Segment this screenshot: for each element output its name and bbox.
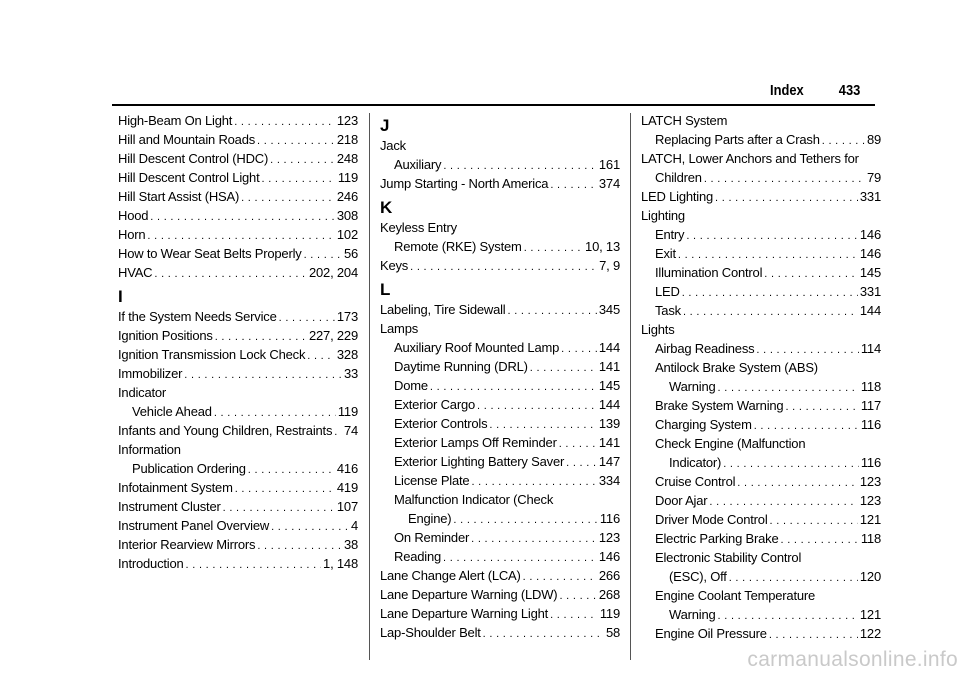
entry-text: (ESC), Off [669,569,727,584]
entry-page-link[interactable]: 144 [859,303,881,318]
index-entry [380,319,620,338]
entry-page-link[interactable]: 161 [598,157,620,172]
index-entry [641,225,881,244]
header-divider [112,104,875,106]
index-entry [380,136,620,155]
dot-leader [756,339,858,358]
index-entry [641,491,881,510]
header-title: Index [770,82,804,99]
entry-page-link[interactable]: 33 [343,366,358,381]
index-entry [641,339,881,358]
entry-page-link[interactable]: 227, 229 [308,328,358,343]
entry-text: Daytime Running (DRL) [394,359,528,374]
dot-leader [186,554,322,573]
index-entry [641,130,881,149]
dot-leader [257,130,335,149]
entry-text: Engine Coolant Temperature [655,588,816,603]
dot-leader [780,529,858,548]
dot-leader [550,174,597,193]
entry-page-link[interactable]: 331 [859,284,881,299]
dot-leader [430,376,597,395]
dot-leader [785,396,858,415]
entry-text: Exterior Lighting Battery Saver [394,454,565,469]
entry-text: Keyless Entry [380,220,457,235]
index-entry [118,554,358,573]
entry-page-link[interactable]: 123 [598,530,620,545]
index-entry [118,149,358,168]
dot-leader [279,307,335,326]
entry-page-link[interactable]: 202, 204 [308,265,358,280]
index-entry [380,218,620,237]
column-divider [369,113,370,660]
dot-leader [150,206,335,225]
entry-page-link[interactable]: 116 [860,417,881,432]
index-entry [641,415,881,434]
entry-page-link[interactable]: 144 [598,397,620,412]
entry-page-link[interactable]: 308 [336,208,358,223]
dot-leader [524,237,583,256]
entry-text: High-Beam On Light [118,113,233,128]
entry-page-link[interactable]: 173 [336,309,358,324]
dot-leader [683,301,858,320]
dot-leader [686,225,858,244]
dot-leader [737,472,858,491]
index-column-3 [641,111,881,643]
index-entry [641,605,881,624]
entry-text: On Reminder [394,530,470,545]
index-entry [380,300,620,319]
dot-leader [304,244,342,263]
entry-page-link[interactable]: 119 [337,404,358,419]
entry-text: LED [655,284,680,299]
entry-page-link[interactable]: 121 [859,512,881,527]
entry-text: Door Ajar [655,493,708,508]
entry-page-link[interactable]: 4 [350,518,358,533]
entry-text: Horn [118,227,146,242]
index-entry [380,490,620,509]
entry-text: Infotainment System [118,480,233,495]
dot-leader [682,282,858,301]
section-letter: L [380,280,391,299]
entry-text: Hill Descent Control Light [118,170,260,185]
index-entry [380,433,620,452]
entry-page-link[interactable]: 145 [598,378,620,393]
index-entry [380,528,620,547]
dot-leader [471,528,597,547]
dot-leader [559,585,596,604]
index-entry [118,263,358,282]
index-entry [641,396,881,415]
entry-text: Immobilizer [118,366,183,381]
column-divider [630,113,631,660]
entry-page-link[interactable]: 145 [859,265,881,280]
dot-leader [257,535,342,554]
dot-leader [223,497,335,516]
dot-leader [234,111,335,130]
entry-page-link[interactable]: 10, 13 [585,239,620,254]
entry-page-link[interactable]: 374 [598,176,620,191]
entry-text: Children [655,170,702,185]
entry-page-link[interactable]: 144 [598,340,620,355]
entry-text: Ignition Transmission Lock Check [118,347,306,362]
entry-page-link[interactable]: 122 [859,626,881,641]
index-entry [641,586,881,605]
index-entry [641,320,881,339]
entry-page-link[interactable]: 38 [343,537,358,552]
entry-text: Brake System Warning [655,398,784,413]
dot-leader [723,453,859,472]
index-entry [641,624,881,643]
entry-page-link[interactable]: 248 [336,151,358,166]
entry-page-link[interactable]: 118 [860,531,881,546]
entry-page-link[interactable]: 123 [859,474,881,489]
entry-page-link[interactable]: 114 [860,341,881,356]
dot-leader [718,377,859,396]
entry-text: Lane Departure Warning (LDW) [380,587,558,602]
dot-leader [235,478,335,497]
entry-text: Cruise Control [655,474,736,489]
index-entry [380,256,620,275]
index-entry [380,395,620,414]
index-entry [118,402,358,421]
index-entry [380,471,620,490]
index-entry [380,547,620,566]
index-entry [641,358,881,377]
entry-page-link[interactable]: 416 [336,461,358,476]
entry-text: Hill Start Assist (HSA) [118,189,240,204]
dot-leader [523,566,597,585]
dot-leader [704,168,865,187]
entry-page-link[interactable]: 123 [859,493,881,508]
entry-text: Illumination Control [655,265,763,280]
entry-text: Dome [394,378,428,393]
entry-page-link[interactable]: 116 [860,455,881,470]
index-entry [380,566,620,585]
entry-text: Lighting [641,208,685,223]
index-entry [380,338,620,357]
entry-text: Malfunction Indicator (Check [394,492,554,507]
entry-text: Instrument Panel Overview [118,518,270,533]
dot-leader [715,187,858,206]
index-entry [118,206,358,225]
dot-leader [214,402,336,421]
entry-text: License Plate [394,473,470,488]
entry-text: Hill Descent Control (HDC) [118,151,269,166]
entry-text: Ignition Positions [118,328,213,343]
entry-page-link[interactable]: 141 [598,435,620,450]
dot-leader [248,459,335,478]
index-entry [641,472,881,491]
dot-leader [270,149,335,168]
entry-page-link[interactable]: 123 [336,113,358,128]
entry-text: Auxiliary [394,157,442,172]
entry-text: Remote (RKE) System [394,239,522,254]
index-entry [118,364,358,383]
index-entry [118,168,358,187]
entry-page-link[interactable]: 89 [866,132,881,147]
entry-text: Lamps [380,321,419,336]
entry-page-link[interactable]: 117 [860,398,881,413]
dot-leader [147,225,335,244]
entry-text: Lane Departure Warning Light [380,606,549,621]
dot-leader [271,516,349,535]
dot-leader [261,168,335,187]
dot-leader [530,357,597,376]
entry-page-link[interactable]: 119 [599,606,620,621]
index-entry [118,187,358,206]
entry-text: Hill and Mountain Roads [118,132,256,147]
index-entry [641,149,881,168]
entry-text: Electronic Stability Control [655,550,802,565]
entry-text: Keys [380,258,409,273]
entry-text: LED Lighting [641,189,714,204]
entry-text: Jack [380,138,406,153]
entry-text: Antilock Brake System (ABS) [655,360,818,375]
entry-page-link[interactable]: 107 [336,499,358,514]
entry-text: Reading [394,549,442,564]
index-entry [641,510,881,529]
entry-text: Instrument Cluster [118,499,221,514]
index-entry [118,478,358,497]
entry-text: Introduction [118,556,184,571]
index-entry [118,111,358,130]
index-entry [641,529,881,548]
index-entry [118,497,358,516]
dot-leader [241,187,335,206]
entry-text: Vehicle Ahead [132,404,212,419]
index-entry [380,585,620,604]
entry-text: Warning [669,379,716,394]
entry-text: Exterior Cargo [394,397,476,412]
dot-leader [483,623,604,642]
entry-text: Engine) [408,511,452,526]
dot-leader [709,491,858,510]
entry-text: LATCH System [641,113,728,128]
entry-text: Information [118,442,181,457]
index-entry [118,383,358,402]
dot-leader [550,604,598,623]
section-letter: K [380,198,393,217]
index-entry [641,282,881,301]
entry-text: If the System Needs Service [118,309,277,324]
index-entry [380,155,620,174]
index-entry [118,130,358,149]
index-entry [641,377,881,396]
entry-text: Lane Change Alert (LCA) [380,568,521,583]
index-entry [380,623,620,642]
dot-leader [489,414,596,433]
dot-leader [410,256,597,275]
entry-page-link[interactable]: 246 [336,189,358,204]
entry-page-link[interactable]: 334 [598,473,620,488]
entry-page-link[interactable]: 419 [336,480,358,495]
index-column-1 [118,111,358,573]
entry-page-link[interactable]: 1, 148 [323,556,358,571]
index-entry [641,301,881,320]
dot-leader [184,364,342,383]
section-letter: J [380,116,390,135]
entry-text: Hood [118,208,149,223]
index-entry [118,307,358,326]
entry-text: Check Engine (Malfunction [655,436,806,451]
index-entry [118,535,358,554]
index-entry [380,509,620,528]
index-entry [118,516,358,535]
index-column-2 [380,111,620,642]
dot-leader [769,624,858,643]
index-entry [380,237,620,256]
entry-page-link[interactable]: 266 [598,568,620,583]
entry-page-link[interactable]: 146 [598,549,620,564]
entry-page-link[interactable]: 268 [598,587,620,602]
entry-page-link[interactable]: 345 [598,302,620,317]
index-entry [118,326,358,345]
entry-page-link[interactable]: 102 [336,227,358,242]
dot-leader [764,263,858,282]
index-entry [641,548,881,567]
entry-text: Replacing Parts after a Crash [655,132,820,147]
dot-leader [334,421,342,440]
entry-page-link[interactable]: 119 [337,170,358,185]
entry-text: Entry [655,227,685,242]
dot-leader [822,130,865,149]
dot-leader [443,155,597,174]
page-header [770,82,860,99]
dot-leader [154,263,307,282]
entry-page-link[interactable]: 141 [598,359,620,374]
entry-page-link[interactable]: 56 [343,246,358,261]
dot-leader [678,244,858,263]
index-entry [380,376,620,395]
dot-leader [215,326,307,345]
page-number: 433 [838,82,861,99]
entry-text: HVAC [118,265,153,280]
entry-page-link[interactable]: 139 [598,416,620,431]
index-entry [641,453,881,472]
entry-page-link[interactable]: 121 [859,607,881,622]
entry-page-link[interactable]: 147 [598,454,620,469]
entry-text: Interior Rearview Mirrors [118,537,256,552]
index-entry [118,225,358,244]
entry-page-link[interactable]: 7, 9 [599,258,620,273]
entry-text: Electric Parking Brake [655,531,779,546]
entry-page-link[interactable]: 116 [599,511,620,526]
index-entry [641,187,881,206]
dot-leader [559,433,597,452]
dot-leader [443,547,597,566]
index-entry [118,345,358,364]
index-entry [380,174,620,193]
index-entry [641,244,881,263]
entry-page-link[interactable]: 58 [605,625,620,640]
entry-text: Airbag Readiness [655,341,755,356]
index-entry [641,263,881,282]
entry-text: Indicator [118,385,167,400]
entry-text: Jump Starting - North America [380,176,549,191]
index-entry [380,357,620,376]
dot-leader [307,345,335,364]
index-entry [641,111,881,130]
entry-page-link[interactable]: 79 [866,170,881,185]
entry-text: How to Wear Seat Belts Properly [118,246,302,261]
dot-leader [754,415,859,434]
entry-text: Engine Oil Pressure [655,626,767,641]
entry-text: Exit [655,246,676,261]
watermark: carmanualsonline.info [747,648,958,671]
entry-text: Publication Ordering [132,461,246,476]
dot-leader [566,452,597,471]
index-entry [380,414,620,433]
index-entry [380,604,620,623]
entry-text: Exterior Controls [394,416,488,431]
dot-leader [453,509,597,528]
entry-page-link[interactable]: 118 [860,379,881,394]
dot-leader [471,471,596,490]
entry-text: Labeling, Tire Sidewall [380,302,506,317]
index-entry [641,567,881,586]
entry-text: LATCH, Lower Anchors and Tethers for [641,151,859,166]
entry-text: Lap-Shoulder Belt [380,625,481,640]
index-entry [641,206,881,225]
entry-text: Auxiliary Roof Mounted Lamp [394,340,560,355]
index-entry [380,452,620,471]
dot-leader [770,510,858,529]
entry-text: Warning [669,607,716,622]
entry-page-link[interactable]: 120 [859,569,881,584]
entry-page-link[interactable]: 146 [859,246,881,261]
entry-text: Indicator) [669,455,722,470]
entry-text: Task [655,303,681,318]
index-entry [641,168,881,187]
entry-page-link[interactable]: 328 [336,347,358,362]
index-entry [118,421,358,440]
index-entry [118,244,358,263]
dot-leader [561,338,597,357]
dot-leader [729,567,858,586]
index-entry [641,434,881,453]
dot-leader [718,605,858,624]
entry-page-link[interactable]: 218 [336,132,358,147]
dot-leader [507,300,596,319]
entry-text: Infants and Young Children, Restraints [118,423,333,438]
entry-page-link[interactable]: 74 [343,423,358,438]
entry-text: Exterior Lamps Off Reminder [394,435,557,450]
entry-page-link[interactable]: 331 [859,189,881,204]
section-letter: I [118,287,123,306]
entry-text: Charging System [655,417,752,432]
index-entry [118,459,358,478]
entry-text: Driver Mode Control [655,512,768,527]
entry-text: Lights [641,322,675,337]
dot-leader [477,395,597,414]
entry-page-link[interactable]: 146 [859,227,881,242]
index-entry [118,440,358,459]
